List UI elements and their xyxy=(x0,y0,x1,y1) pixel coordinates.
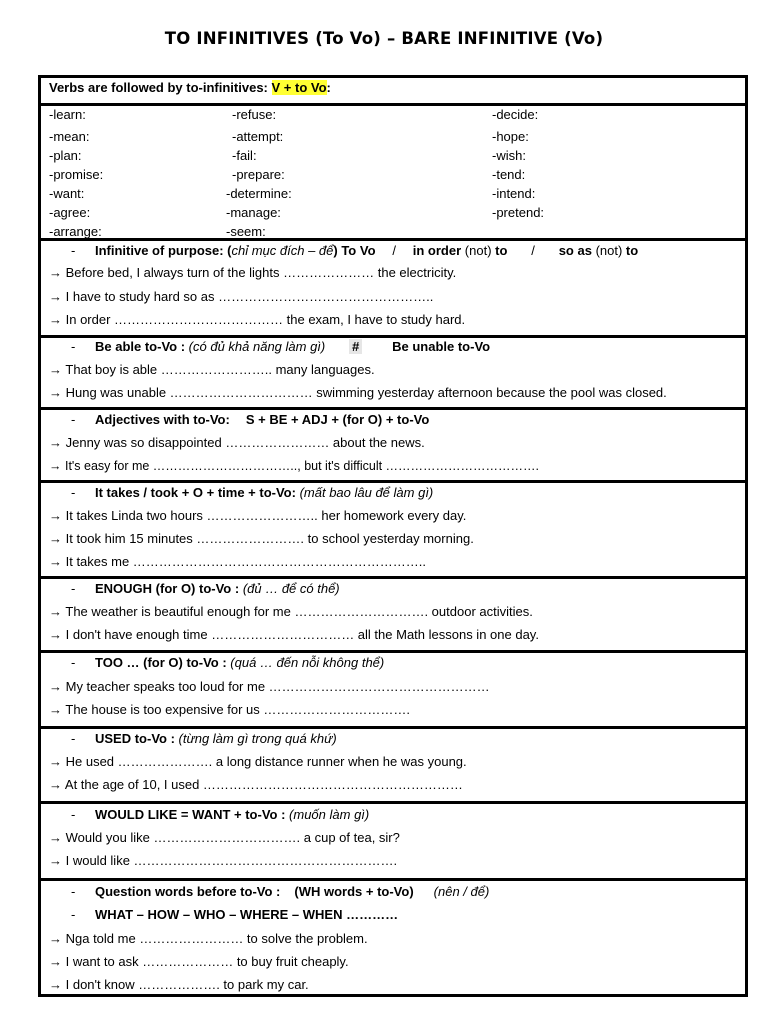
exercise-line: → At the age of 10, I used …………………………………………………… xyxy=(49,777,463,792)
exercise-line: → I don't know ………………. to park my car. xyxy=(49,977,309,992)
page-title: TO INFINITIVES (To Vo) – BARE INFINITIVE (Vo) xyxy=(164,29,604,48)
exercise-line: → It took him 15 minutes ……………………. to school yesterday morning. xyxy=(49,531,474,546)
heading-italic: (muốn làm gì) xyxy=(289,807,370,822)
too-heading xyxy=(71,655,384,671)
verb-item: -pretend: xyxy=(492,205,545,220)
question-words-section xyxy=(41,881,745,994)
heading-italic: (nên / để) xyxy=(433,884,490,899)
bullet-dash: - xyxy=(71,884,76,899)
heading-text: (not) xyxy=(464,243,492,258)
heading-text: to xyxy=(495,243,508,258)
bullet-dash: - xyxy=(71,412,76,427)
heading-text: ) To Vo xyxy=(333,243,376,258)
exercise-line: → I would like ……………………………………………………. xyxy=(49,853,398,868)
heading-text: TOO … (for O) to-Vo : xyxy=(95,655,227,670)
verb-item: -seem: xyxy=(226,224,266,239)
verb-row xyxy=(49,186,739,205)
verb-item: -learn: xyxy=(49,107,86,122)
exercise-line: → Nga told me …………………… to solve the problem. xyxy=(49,931,368,946)
verb-item: -decide: xyxy=(492,107,539,122)
verb-item: -plan: xyxy=(49,148,82,163)
exercise-line: → It takes Linda two hours …………………….. her homework every day. xyxy=(49,508,467,523)
would-like-heading xyxy=(71,807,369,823)
verb-item: -hope: xyxy=(492,129,529,144)
verb-item: -intend: xyxy=(492,186,536,201)
verb-row xyxy=(49,107,739,126)
bullet-dash: - xyxy=(71,731,76,746)
heading-text: Be unable to-Vo xyxy=(392,339,491,354)
takes-section xyxy=(41,483,745,579)
exercise-line: → I have to study hard so as ………………………………………….. xyxy=(49,289,434,304)
verb-item: -tend: xyxy=(492,167,526,182)
verbs-header-text: Verbs are followed by to-infinitives: xyxy=(49,80,272,95)
used-heading xyxy=(71,731,337,747)
purpose-heading xyxy=(71,243,638,259)
able-heading xyxy=(71,339,490,355)
heading-italic: (đủ … để có thể) xyxy=(242,581,340,596)
verb-item: -promise: xyxy=(49,167,104,182)
separator: / xyxy=(531,243,535,258)
heading-text: WHAT – HOW – WHO – WHERE – WHEN ………… xyxy=(95,907,399,922)
adjectives-section xyxy=(41,410,745,483)
exercise-line: → The house is too expensive for us ……………………………. xyxy=(49,702,410,717)
enough-heading xyxy=(71,581,340,597)
bullet-dash: - xyxy=(71,485,76,500)
verb-item: -arrange: xyxy=(49,224,102,239)
bullet-dash: - xyxy=(71,339,76,354)
exercise-line: → The weather is beautiful enough for me …………………………. outdoor activities. xyxy=(49,604,533,619)
bullet-dash: - xyxy=(71,243,76,258)
enough-section xyxy=(41,579,745,653)
verb-item: -refuse: xyxy=(232,107,277,122)
verb-item: -prepare: xyxy=(232,167,285,182)
verb-item: -want: xyxy=(49,186,85,201)
verb-row xyxy=(49,148,739,167)
exercise-line: → In order ………………………………… the exam, I have to study hard. xyxy=(49,312,466,327)
too-section xyxy=(41,653,745,729)
heading-text: S + BE + ADJ + (for O) + to-Vo xyxy=(245,412,430,427)
heading-text: Be able to-Vo : xyxy=(95,339,186,354)
able-section xyxy=(41,338,745,410)
heading-text: Adjectives with to-Vo: xyxy=(95,412,230,427)
bullet-dash: - xyxy=(71,581,76,596)
heading-text: in order xyxy=(412,243,462,258)
verbs-header-row xyxy=(41,78,745,106)
verb-item: -fail: xyxy=(232,148,257,163)
heading-text: Question words before to-Vo : xyxy=(95,884,281,899)
verb-item: -agree: xyxy=(49,205,91,220)
heading-text: to xyxy=(625,243,639,258)
purpose-section xyxy=(41,241,745,338)
question-subheading xyxy=(71,907,398,923)
heading-italic: (quá … đến nỗi không thể) xyxy=(230,655,385,670)
exercise-line: → Jenny was so disappointed …………………… about the news. xyxy=(49,435,425,450)
worksheet-table xyxy=(38,75,748,997)
bullet-dash: - xyxy=(71,807,76,822)
verb-item: -wish: xyxy=(492,148,526,163)
verb-item: -mean: xyxy=(49,129,90,144)
verb-row xyxy=(49,129,739,148)
verb-item: -determine: xyxy=(226,186,292,201)
bullet-dash: - xyxy=(71,907,76,922)
heading-text: (WH words + to-Vo) xyxy=(294,884,414,899)
heading-text: It takes / took + O + time + to-Vo: xyxy=(95,485,296,500)
verbs-header xyxy=(49,80,331,96)
verb-item: -attempt: xyxy=(232,129,284,144)
exercise-line: → I don't have enough time …………………………… all the Math lessons in one day. xyxy=(49,627,539,642)
verb-row xyxy=(49,205,739,224)
heading-text: USED to-Vo : xyxy=(95,731,175,746)
verb-row xyxy=(49,167,739,186)
takes-heading xyxy=(71,485,433,501)
question-heading xyxy=(71,884,489,900)
heading-italic: (từng làm gì trong quá khứ) xyxy=(178,731,337,746)
heading-italic: (có đủ khả năng làm gì) xyxy=(188,339,326,354)
exercise-line: → It's easy for me …………………………….., but it's difficult ………………………………. xyxy=(49,459,540,473)
used-section xyxy=(41,729,745,804)
exercise-line: → My teacher speaks too loud for me …………………………………………… xyxy=(49,679,490,694)
exercise-line: → Before bed, I always turn of the lights ………………… the electricity. xyxy=(49,265,457,280)
verb-item: -manage: xyxy=(226,205,281,220)
exercise-line: → It takes me ………………………………………………………….. xyxy=(49,554,427,569)
exercise-line: → I want to ask ………………… to buy fruit cheaply. xyxy=(49,954,349,969)
heading-text: (not) xyxy=(595,243,623,258)
hash-symbol: # xyxy=(349,339,362,354)
heading-text: Infinitive of purpose: ( xyxy=(95,243,232,258)
adjectives-heading xyxy=(71,412,429,428)
heading-italic: chỉ mục đích – để xyxy=(231,243,334,258)
heading-text: WOULD LIKE = WANT + to-Vo : xyxy=(95,807,286,822)
exercise-line: → That boy is able …………………….. many languages. xyxy=(49,362,375,377)
exercise-line: → He used …………………. a long distance runner when he was young. xyxy=(49,754,467,769)
exercise-line: → Would you like ……………………………. a cup of tea, sir? xyxy=(49,830,400,845)
heading-italic: (mất bao lâu để làm gì) xyxy=(299,485,434,500)
separator: / xyxy=(392,243,396,258)
verbs-header-colon: : xyxy=(326,80,331,95)
verbs-header-highlight: V + to Vo xyxy=(271,80,327,95)
exercise-line: → Hung was unable …………………………… swimming yesterday afternoon because the pool was closed. xyxy=(49,385,667,400)
bullet-dash: - xyxy=(71,655,76,670)
verb-list-section xyxy=(41,106,745,241)
would-like-section xyxy=(41,804,745,881)
heading-text: so as xyxy=(558,243,592,258)
heading-text: ENOUGH (for O) to-Vo : xyxy=(95,581,240,596)
